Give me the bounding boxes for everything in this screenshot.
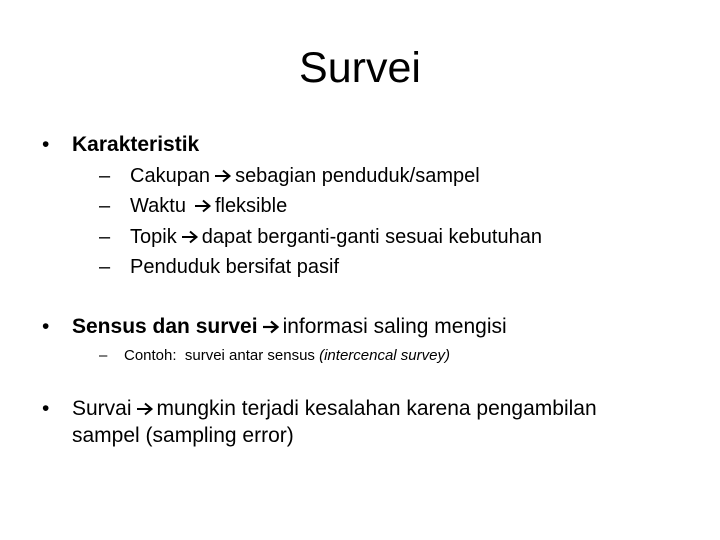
subitem-waktu-value: fleksible bbox=[214, 195, 288, 217]
bullet-survai-line1 bbox=[72, 397, 597, 421]
bullet-karakteristik: Karakteristik bbox=[72, 133, 200, 156]
slide-title: Survei bbox=[299, 44, 421, 92]
bullet-sensus-label: Sensus dan survei bbox=[72, 315, 258, 338]
subitem-topik-value: dapat berganti-ganti sesuai kebutuhan bbox=[201, 226, 542, 248]
dash-marker: – bbox=[99, 226, 111, 248]
dash-marker: – bbox=[99, 256, 111, 278]
bullet-survai-line2: sampel (sampling error) bbox=[72, 424, 294, 447]
subitem-penduduk: Penduduk bersifat pasif bbox=[130, 256, 340, 278]
bullet-marker: • bbox=[42, 315, 50, 338]
bullet-sensus bbox=[72, 315, 507, 339]
subitem-topik bbox=[130, 225, 542, 249]
subitem-topik-label: Topik bbox=[130, 226, 177, 248]
bullet-survai-value: mungkin terjadi kesalahan karena pengambilan bbox=[156, 397, 597, 420]
subitem-waktu bbox=[130, 194, 287, 218]
bullet-survai-label: Survai bbox=[72, 397, 132, 420]
right-arrow-icon bbox=[262, 320, 280, 334]
subitem-waktu-label: Waktu bbox=[130, 195, 186, 217]
right-arrow-icon bbox=[136, 402, 154, 416]
dash-marker: – bbox=[99, 195, 111, 217]
subitem-contoh bbox=[124, 346, 450, 366]
subitem-contoh-italic: (intercencal survey) bbox=[319, 347, 450, 364]
right-arrow-icon bbox=[181, 230, 199, 244]
subitem-cakupan-value: sebagian penduduk/sampel bbox=[235, 165, 480, 187]
bullet-marker: • bbox=[42, 397, 50, 420]
subitem-cakupan-label: Cakupan bbox=[130, 165, 211, 187]
dash-marker: – bbox=[99, 347, 108, 364]
bullet-sensus-value: informasi saling mengisi bbox=[282, 315, 507, 338]
subitem-cakupan bbox=[130, 164, 480, 188]
dash-marker: – bbox=[99, 165, 111, 187]
subitem-contoh-text: Contoh: survei antar sensus bbox=[124, 347, 320, 364]
bullet-marker: • bbox=[42, 133, 50, 156]
right-arrow-icon bbox=[214, 169, 232, 183]
right-arrow-icon bbox=[194, 199, 212, 213]
